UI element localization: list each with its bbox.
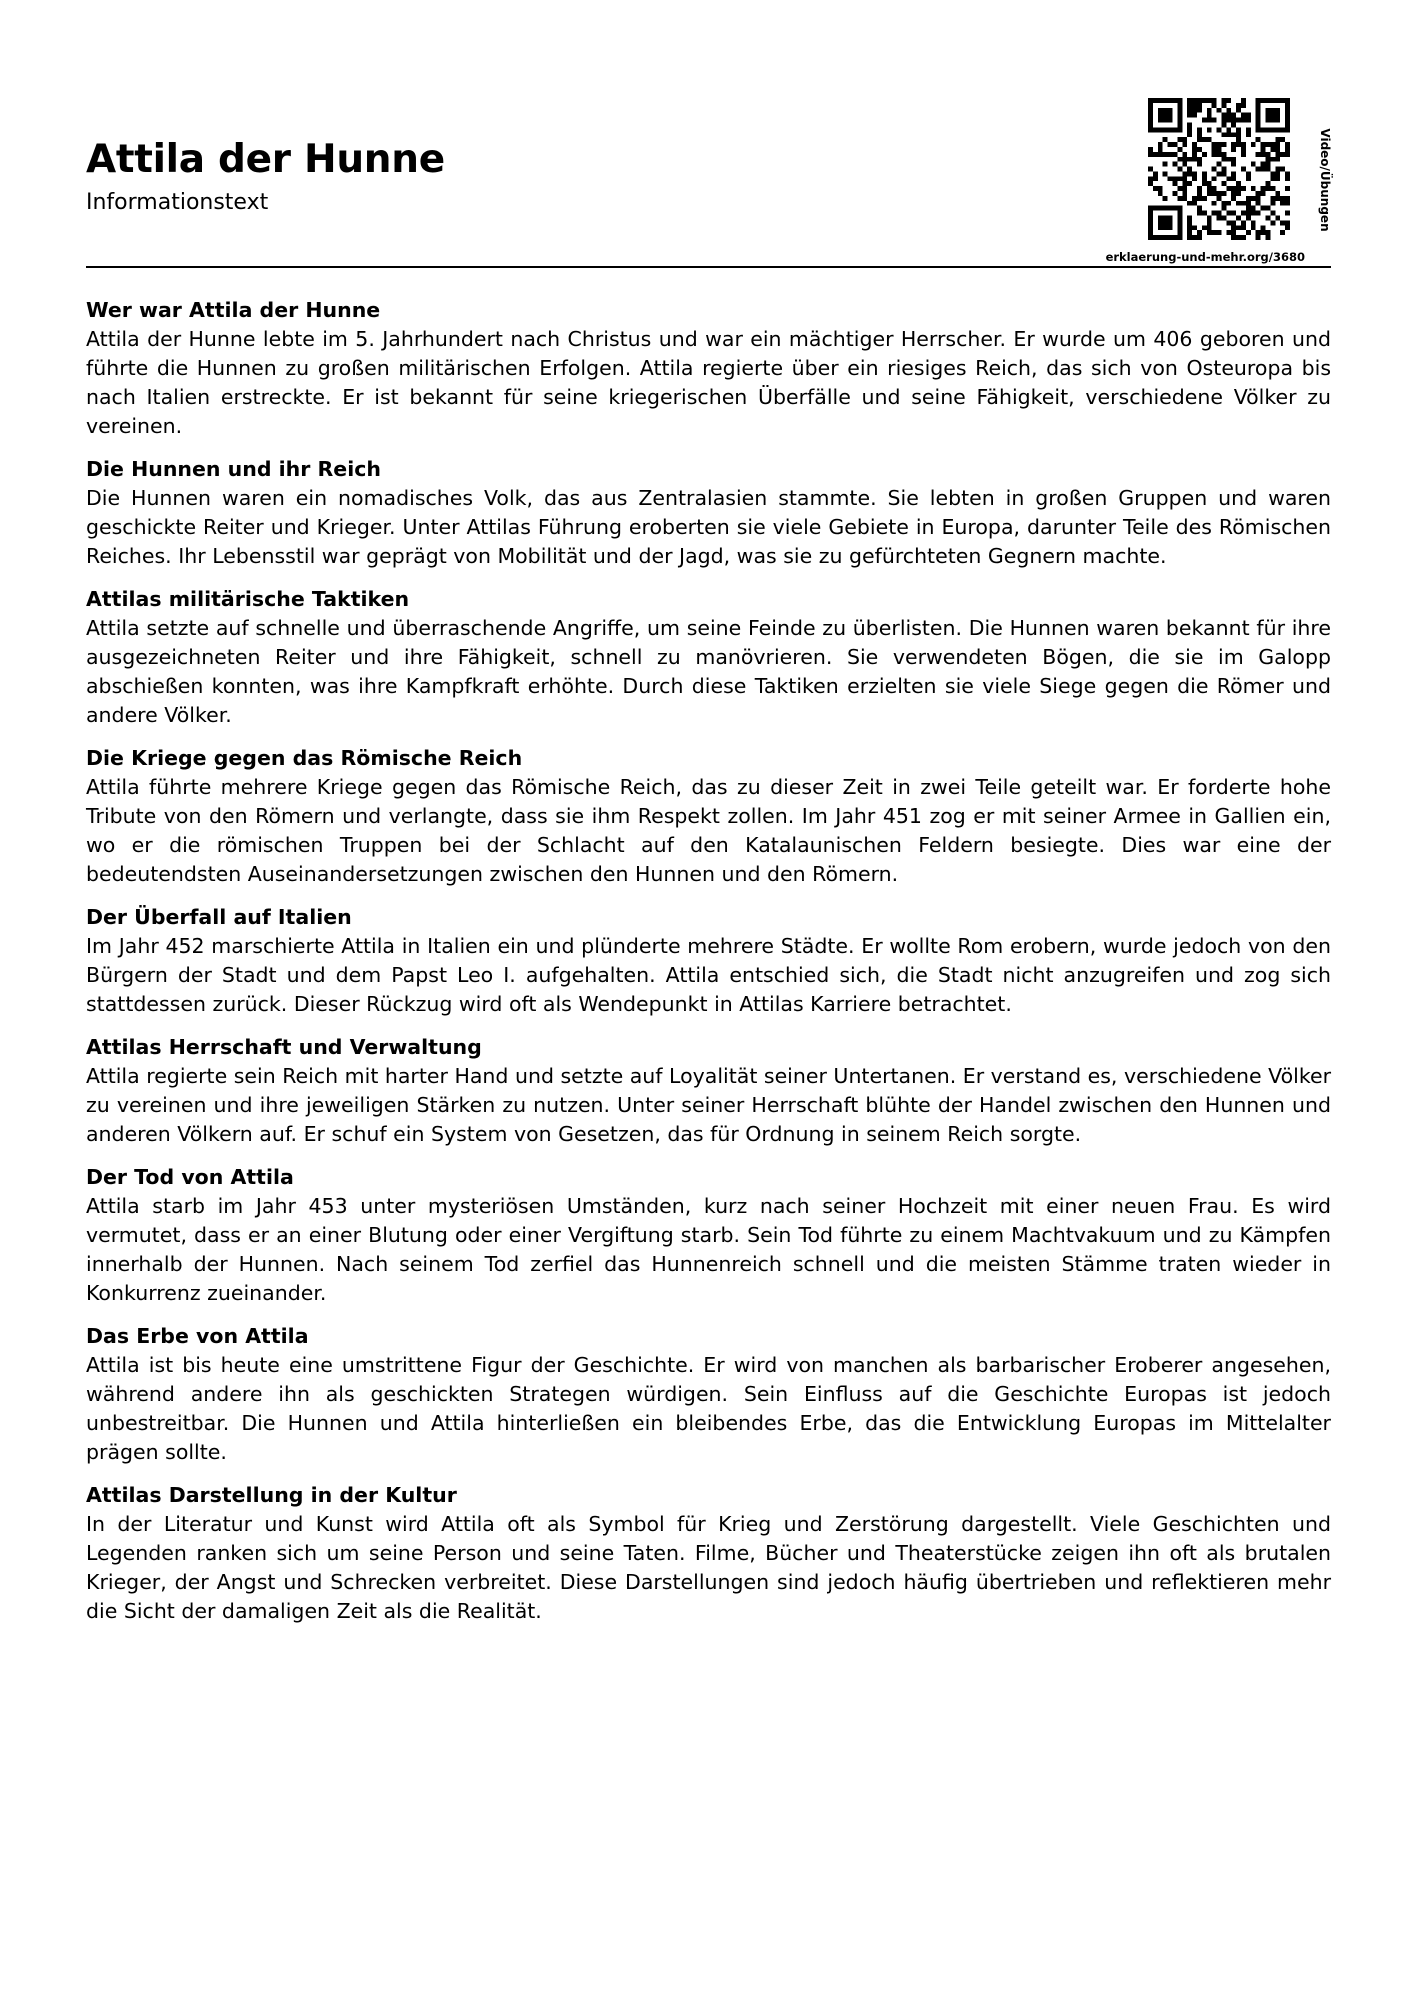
section-herrschaft	[86, 1033, 1331, 1149]
section-paragraph: Im Jahr 452 marschierte Attila in Italien ein und plünderte mehrere Städte. Er wollte Rom erobern, wurde jedoch von den Bürgern der Stadt und dem Papst Leo I. aufgehalten. Attila entschied sich, die Stadt nicht anzugreifen und zog sich stattdessen zurück. Dieser Rückzug wird oft als Wendepunkt in Attilas Karriere betrachtet.	[86, 934, 1331, 1016]
section-heading: Der Überfall auf Italien	[86, 905, 352, 929]
section-tod	[86, 1163, 1331, 1308]
section-paragraph: Attila regierte sein Reich mit harter Hand und setzte auf Loyalität seiner Untertanen. Er verstand es, verschiedene Völker zu vereinen und ihre jeweiligen Stärken zu nutzen. Unter seiner Herrschaft blühte der Handel zwischen den Hunnen und anderen Völkern auf. Er schuf ein System von Gesetzen, das für Ordnung in seinem Reich sorgte.	[86, 1064, 1331, 1146]
website-url[interactable]: erklaerung-und-mehr.org/3680	[1105, 250, 1305, 264]
section-paragraph: Attila führte mehrere Kriege gegen das Römische Reich, das zu dieser Zeit in zwei Teile geteilt war. Er forderte hohe Tribute von den Römern und verlangte, dass sie ihm Respekt zollen. Im Jahr 451 zog er mit seiner Armee in Gallien ein, wo er die römischen Truppen bei der Schlacht auf den Katalaunischen Feldern besiegte. Dies war eine der bedeutendsten Auseinandersetzungen zwischen den Hunnen und den Römern.	[86, 775, 1331, 886]
section-kriege	[86, 744, 1331, 889]
section-heading: Der Tod von Attila	[86, 1165, 294, 1189]
section-paragraph: In der Literatur und Kunst wird Attila oft als Symbol für Krieg und Zerstörung dargestellt. Viele Geschichten und Legenden ranken sich um seine Person und seine Taten. Filme, Bücher und Theaterstücke zeigen ihn oft als brutalen Krieger, der Angst und Schrecken verbreitet. Diese Darstellungen sind jedoch häufig übertrieben und reflektieren mehr die Sicht der damaligen Zeit als die Realität.	[86, 1512, 1331, 1623]
section-paragraph: Attila ist bis heute eine umstrittene Figur der Geschichte. Er wird von manchen als barbarischer Eroberer angesehen, während andere ihn als geschickten Strategen würdigen. Sein Einfluss auf die Geschichte Europas ist jedoch unbestreitbar. Die Hunnen und Attila hinterließen ein bleibendes Erbe, das die Entwicklung Europas im Mittelalter prägen sollte.	[86, 1353, 1331, 1464]
side-label-text: Video/Übungen	[1318, 128, 1332, 232]
section-paragraph: Attila der Hunne lebte im 5. Jahrhundert nach Christus und war ein mächtiger Herrscher. Er wurde um 406 geboren und führte die Hunnen zu großen militärischen Erfolgen. Attila regierte über ein riesiges Reich, das sich von Osteuropa bis nach Italien erstreckte. Er ist bekannt für seine kriegerischen Überfälle und seine Fähigkeit, verschiedene Völker zu vereinen.	[86, 327, 1331, 438]
section-heading: Die Kriege gegen das Römische Reich	[86, 746, 523, 770]
section-wer-war-attila	[86, 296, 1331, 441]
section-heading: Die Hunnen und ihr Reich	[86, 457, 381, 481]
section-heading: Attilas militärische Taktiken	[86, 587, 410, 611]
section-erbe	[86, 1322, 1331, 1467]
text-body	[86, 296, 1331, 1640]
page-subtitle: Informationstext	[86, 190, 269, 215]
section-paragraph: Attila setzte auf schnelle und überraschende Angriffe, um seine Feinde zu überlisten. Die Hunnen waren bekannt für ihre ausgezeichneten Reiter und ihre Fähigkeit, schnell zu manövrieren. Sie verwendeten Bögen, die sie im Galopp abschießen konnten, was ihre Kampfkraft erhöhte. Durch diese Taktiken erzielten sie viele Siege gegen die Römer und andere Völker.	[86, 616, 1331, 727]
qr-code-icon[interactable]	[1148, 98, 1290, 240]
qr-code-graphic	[1148, 98, 1290, 240]
header-divider	[86, 266, 1331, 268]
video-exercises-label[interactable]	[1310, 120, 1340, 240]
section-paragraph: Attila starb im Jahr 453 unter mysteriösen Umständen, kurz nach seiner Hochzeit mit einer neuen Frau. Es wird vermutet, dass er an einer Blutung oder einer Vergiftung starb. Sein Tod führte zu einem Machtvakuum und zu Kämpfen innerhalb der Hunnen. Nach seinem Tod zerfiel das Hunnenreich schnell und die meisten Stämme traten wieder in Konkurrenz zueinander.	[86, 1194, 1331, 1305]
section-heading: Attilas Herrschaft und Verwaltung	[86, 1035, 482, 1059]
section-kultur	[86, 1481, 1331, 1626]
page-title: Attila der Hunne	[86, 137, 445, 182]
section-taktiken	[86, 585, 1331, 730]
section-italien	[86, 903, 1331, 1019]
section-heading: Das Erbe von Attila	[86, 1324, 309, 1348]
section-hunnen-reich	[86, 455, 1331, 571]
section-heading: Wer war Attila der Hunne	[86, 298, 381, 322]
section-paragraph: Die Hunnen waren ein nomadisches Volk, das aus Zentralasien stammte. Sie lebten in großen Gruppen und waren geschickte Reiter und Krieger. Unter Attilas Führung eroberten sie viele Gebiete in Europa, darunter Teile des Römischen Reiches. Ihr Lebensstil war geprägt von Mobilität und der Jagd, was sie zu gefürchteten Gegnern machte.	[86, 486, 1331, 568]
section-heading: Attilas Darstellung in der Kultur	[86, 1483, 457, 1507]
